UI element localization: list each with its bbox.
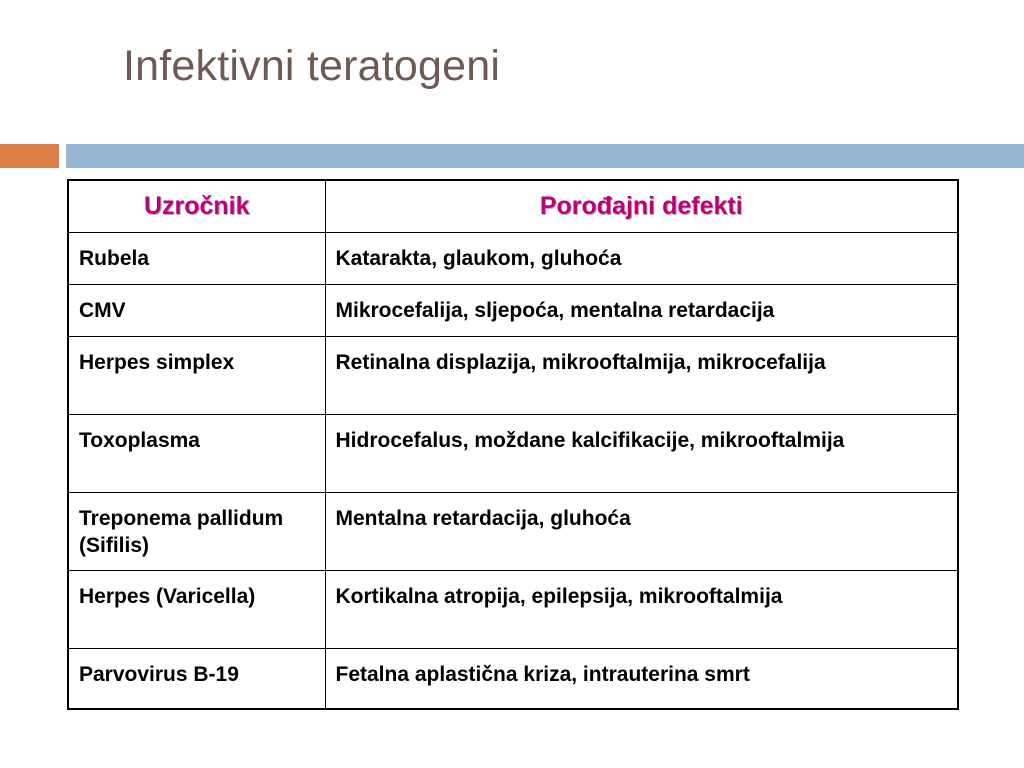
table-row: [68, 571, 958, 649]
cell-defects: Mentalna retardacija, gluhoća: [325, 493, 958, 571]
slide-title: Infektivni teratogeni: [123, 42, 501, 90]
cell-agent: Rubela: [68, 233, 325, 285]
table-row: [68, 233, 958, 285]
cell-defects: Hidrocefalus, moždane kalcifikacije, mikrooftalmija: [325, 415, 958, 493]
table-row: [68, 337, 958, 415]
table-row: [68, 285, 958, 337]
teratogen-table: [67, 179, 959, 710]
cell-agent: Treponema pallidum (Sifilis): [68, 493, 325, 571]
cell-agent: CMV: [68, 285, 325, 337]
cell-defects: Mikrocefalija, sljepoća, mentalna retardacija: [325, 285, 958, 337]
table-row: [68, 415, 958, 493]
cell-agent: Parvovirus B-19: [68, 649, 325, 710]
accent-bar-blue: [66, 144, 1024, 168]
cell-defects: Katarakta, glaukom, gluhoća: [325, 233, 958, 285]
cell-agent: Toxoplasma: [68, 415, 325, 493]
cell-agent: Herpes (Varicella): [68, 571, 325, 649]
cell-defects: Kortikalna atropija, epilepsija, mikrooftalmija: [325, 571, 958, 649]
cell-defects: Fetalna aplastična kriza, intrauterina smrt: [325, 649, 958, 710]
accent-bar-orange: [0, 144, 59, 168]
table-row: [68, 493, 958, 571]
cell-agent: Herpes simplex: [68, 337, 325, 415]
table-header-row: [68, 180, 958, 233]
header-defects: Porođajni defekti: [325, 180, 958, 233]
cell-defects: Retinalna displazija, mikrooftalmija, mikrocefalija: [325, 337, 958, 415]
header-agent: Uzročnik: [68, 180, 325, 233]
table-row: [68, 649, 958, 710]
